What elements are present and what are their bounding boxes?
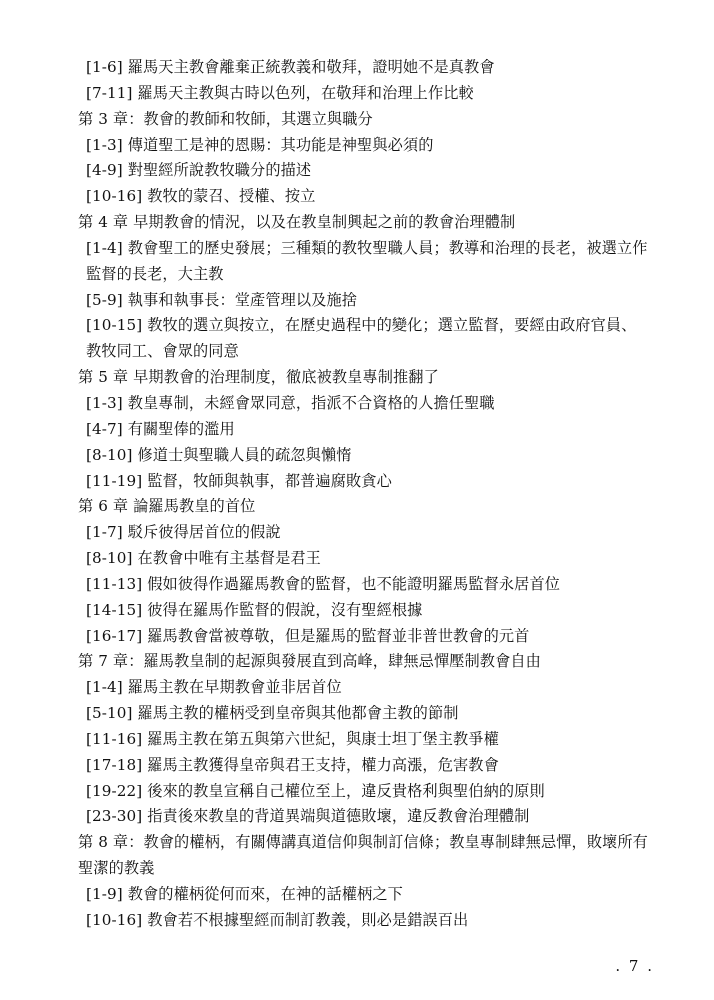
section-entry: [1-6] 羅馬天主教會離棄正統教義和敬拜，證明她不是真教會: [86, 58, 495, 76]
section-entry: [19-22] 後來的教皇宣稱自己權位至上，違反貴格利與聖伯納的原則: [86, 781, 545, 800]
section-entry: [23-30] 指責後來教皇的背道異端與道德敗壞，違反教會治理體制: [86, 807, 530, 826]
section-entry: [1-3] 教皇專制，未經會眾同意，指派不合資格的人擔任聖職: [86, 393, 495, 412]
section-entry: [11-19] 監督，牧師與執事，都普遍腐敗貪心: [86, 471, 392, 490]
section-entry: [1-4] 教會聖工的歷史發展；三種類的教牧聖職人員；教導和治理的長老，被選立作監督的長老，大主教: [86, 238, 648, 283]
section-entry: [4-7] 有關聖俸的濫用: [86, 419, 235, 438]
section-entry: [16-17] 羅馬教會當被尊敬，但是羅馬的監督並非普世教會的元首: [86, 626, 530, 645]
section-entry: [4-9] 對聖經所說教牧職分的描述: [86, 161, 312, 180]
section-entry: [14-15] 彼得在羅馬作監督的假說，沒有聖經根據: [86, 600, 423, 619]
section-entry: [10-16] 教會若不根據聖經而制訂教義，則必是錯誤百出: [86, 910, 469, 929]
section-entry: [1-3] 傳道聖工是神的恩賜：其功能是神聖與必須的: [86, 135, 434, 154]
chapter-heading: 第 6 章 論羅馬教皇的首位: [78, 497, 256, 516]
section-entry: [1-9] 教會的權柄從何而來，在神的話權柄之下: [86, 885, 403, 903]
section-entry: [1-4] 羅馬主教在早期教會並非居首位: [86, 678, 342, 697]
section-entry: [5-10] 羅馬主教的權柄受到皇帝與其他都會主教的節制: [86, 704, 459, 723]
section-entry: [11-13] 假如彼得作過羅馬教會的監督，也不能證明羅馬監督永居首位: [86, 574, 561, 593]
section-entry: [17-18] 羅馬主教獲得皇帝與君王支持，權力高漲，危害教會: [86, 755, 499, 774]
section-entry: [8-10] 修道士與聖職人員的疏忽與懶惰: [86, 445, 352, 464]
chapter-heading: 第 3 章：教會的教師和牧師，其選立與職分: [78, 109, 373, 128]
chapter-heading: 第 4 章 早期教會的情況，以及在教皇制興起之前的教會治理體制: [78, 213, 516, 232]
section-entry: [8-10] 在教會中唯有主基督是君王: [86, 549, 321, 568]
chapter-heading: 第 7 章：羅馬教皇制的起源與發展直到高峰，肆無忌憚壓制教會自由: [78, 652, 541, 671]
section-entry: [10-15] 教牧的選立與按立，在歷史過程中的變化；選立監督，要經由政府官員、教牧同工、會眾的同意: [86, 316, 637, 361]
chapter-heading: 第 8 章：教會的權柄，有關傳講真道信仰與制訂信條；教皇專制肆無忌憚，敗壞所有聖潔的教義: [78, 833, 648, 878]
section-entry: [11-16] 羅馬主教在第五與第六世紀，與康士坦丁堡主教爭權: [86, 729, 499, 748]
page-number: . 7 .: [615, 957, 654, 975]
section-entry: [7-11] 羅馬天主教與古時以色列，在敬拜和治理上作比較: [86, 83, 474, 102]
chapter-heading: 第 5 章 早期教會的治理制度，徹底被教皇專制推翻了: [78, 368, 439, 387]
table-of-contents: [78, 55, 648, 934]
section-entry: [10-16] 教牧的蒙召、授權、按立: [86, 187, 316, 206]
section-entry: [5-9] 執事和執事長：堂產管理以及施捨: [86, 290, 358, 309]
section-entry: [1-7] 駁斥彼得居首位的假說: [86, 523, 281, 542]
